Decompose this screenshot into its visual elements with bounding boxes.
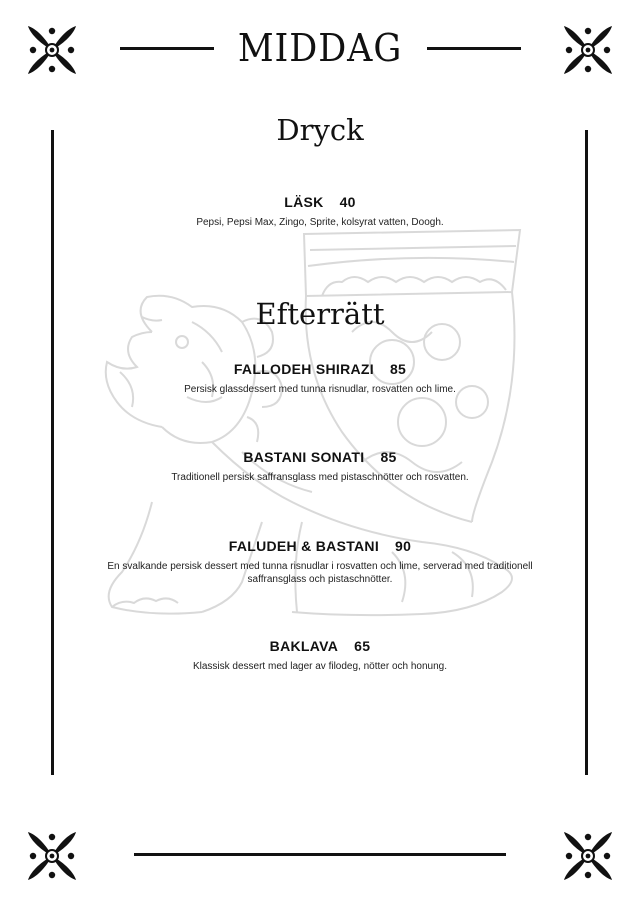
- menu-item-header: [100, 637, 540, 655]
- footer-rule: [134, 853, 506, 856]
- frame-line-left: [51, 130, 54, 775]
- menu-item-name: LÄSK: [284, 194, 324, 210]
- menu-item-name: BASTANI SONATI: [243, 449, 365, 465]
- menu-item-description: En svalkande persisk dessert med tunna risnudlar i rosvatten och lime, serverad med traditionell saffransglass och pistaschnötter.: [107, 561, 533, 585]
- menu-item-header: [100, 448, 540, 466]
- floral-cross-icon: [25, 829, 79, 883]
- menu-title: MIDDAG: [237, 26, 403, 70]
- frame-line-right: [585, 130, 588, 775]
- menu-item: [100, 193, 540, 229]
- menu-item-price: 90: [395, 538, 412, 554]
- menu-item-description: Traditionell persisk saffransglass med pistaschnötter och rosvatten.: [171, 472, 469, 483]
- menu-item-name: BAKLAVA: [269, 638, 339, 654]
- section-title-efterratt: Efterrätt: [255, 297, 385, 331]
- menu-item-price: 65: [354, 638, 371, 654]
- menu-item-header: [100, 193, 540, 211]
- menu-item: [100, 637, 540, 673]
- menu-item-price: 85: [389, 361, 407, 377]
- menu-item: [100, 360, 540, 396]
- menu-item-description: Persisk glassdessert med tunna risnudlar, rosvatten och lime.: [184, 384, 456, 395]
- menu-item-description: Pepsi, Pepsi Max, Zingo, Sprite, kolsyrat vatten, Doogh.: [196, 217, 444, 228]
- menu-item-price: 40: [339, 194, 356, 210]
- menu-item-header: [100, 537, 540, 555]
- section-title-dryck: Dryck: [276, 113, 364, 147]
- floral-cross-icon: [561, 829, 615, 883]
- menu-item-price: 85: [380, 449, 397, 465]
- menu-item-header: [100, 360, 540, 378]
- menu-item-description: Klassisk dessert med lager av filodeg, nötter och honung.: [192, 661, 448, 672]
- menu-item: [100, 448, 540, 484]
- menu-item-name: FALLODEH SHIRAZI: [233, 361, 374, 377]
- menu-item-name: FALUDEH & BASTANI: [228, 538, 380, 554]
- menu-item: [100, 537, 540, 586]
